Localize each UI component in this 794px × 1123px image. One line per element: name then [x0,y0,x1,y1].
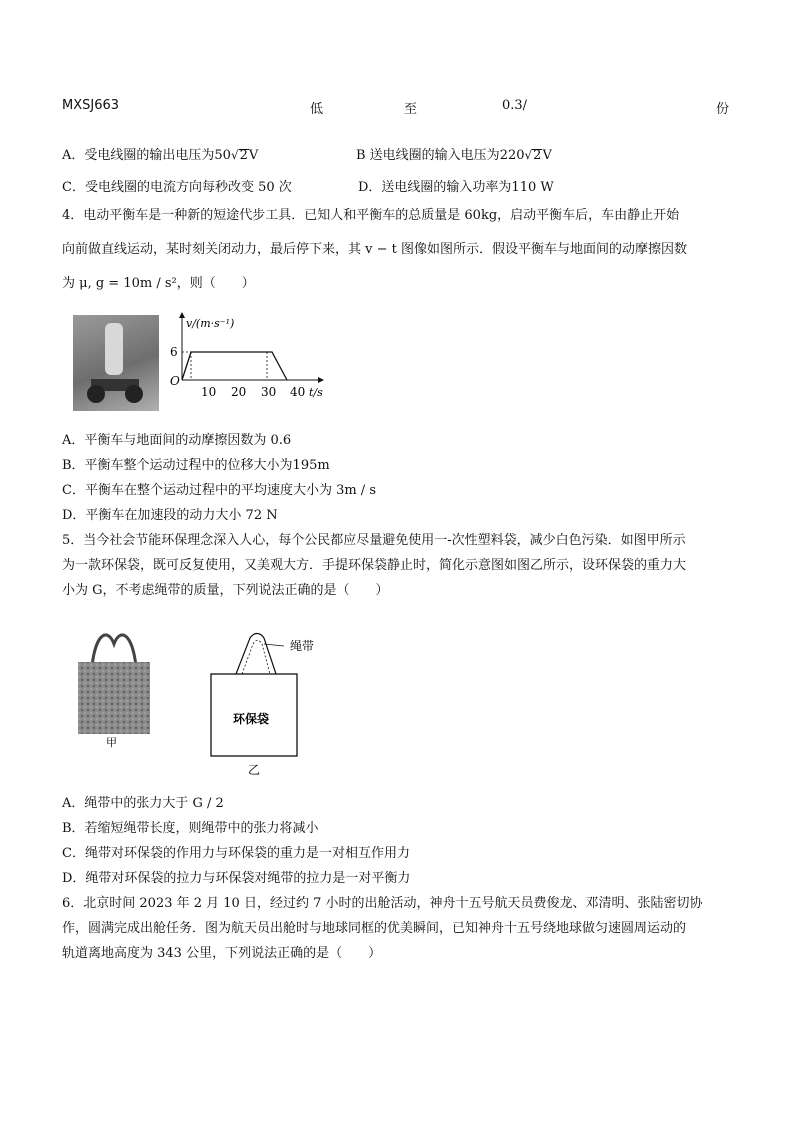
q3-option-b-number: 220 [499,148,525,163]
velocity-series-line [182,352,287,380]
bag-texture [78,662,150,734]
q5-stem-line-1: 5．当今社会节能环保理念深入人心，每个公民都应尽量避免使用一-次性塑料袋，减少白色污染．如图甲所示 [62,533,686,548]
q3-option-a-text: A．受电线圈的输出电压为 [62,148,215,163]
figure-yi-label: 乙 [248,763,261,777]
header-word-4: 份 [716,102,730,117]
header-word-3: 0.3/ [502,98,528,113]
q3-option-a [62,144,258,163]
q5-option-d: D．绳带对环保袋的拉力与环保袋对绳带的拉力是一对平衡力 [62,871,411,886]
vt-graph [166,310,336,402]
rope-outer [236,634,276,675]
eco-bag-schematic [206,628,346,778]
q4-stem-line-1: 4．电动平衡车是一种新的短途代步工具．已知人和平衡车的总质量是 60kg，启动平衡车后，车由静止开始 [62,208,680,223]
q4-option-a: A．平衡车与地面间的动摩擦因数为 0.6 [62,433,292,448]
x-tick-30: 30 [261,385,277,399]
q3-option-b-unit: V [542,148,552,163]
y-axis-label: v/(m·s⁻¹) [186,317,235,330]
bag-label: 环保袋 [233,712,270,726]
q3-option-c: C．受电线圈的电流方向每秒改变 50 次 [62,180,292,195]
bag-handle [92,635,136,666]
q5-stem-line-2: 为一款环保袋，既可反复使用，又美观大方．手提环保袋静止时，简化示意图如图乙所示，设环保袋的重力大 [62,558,687,573]
rope-inner [242,640,270,674]
origin-label: O [170,374,180,388]
sqrt-sign: √ [524,148,533,162]
x-axis-label: t/s [309,386,323,399]
q4-option-d: D．平衡车在加速段的动力大小 72 N [62,508,278,523]
q4-stem-line-3: 为 μ, g = 10m / s²，则（ ） [62,276,255,291]
x-tick-40: 40 [290,385,306,399]
q3-option-a-unit: V [248,148,259,163]
q5-option-c: C．绳带对环保袋的作用力与环保袋的重力是一对相互作用力 [62,846,410,861]
q6-stem-line-1: 6．北京时间 2023 年 2 月 10 日，经过约 7 小时的出舱活动，神舟十五号航天员费俊龙、邓清明、张陆密切协 [62,896,703,911]
x-tick-20: 20 [231,385,247,399]
header-code: MXSJ663 [62,98,120,113]
q3-option-d: D．送电线圈的输入功率为110 W [358,180,554,195]
q6-stem-line-3: 轨道离地高度为 343 公里，下列说法正确的是（ ） [62,946,382,961]
q4-option-b: B．平衡车整个运动过程中的位移大小为195m [62,458,330,473]
x-tick-10: 10 [201,385,217,399]
q5-stem-line-3: 小为 G，不考虑绳带的质量，下列说法正确的是（ ） [62,583,389,598]
q3-option-b [356,144,552,163]
q4-stem-line-2: 向前做直线运动，某时刻关闭动力，最后停下来，其 v − t 图像如图所示．假设平衡车与地面间的动摩擦因数 [62,242,687,257]
q3-option-a-radicand: 2 [239,148,248,163]
x-axis-arrow [318,377,324,383]
header-word-1: 低 [310,102,324,117]
eco-bag-photo [74,624,154,748]
figure-jia-label: 甲 [106,736,117,748]
q5-option-b: B．若缩短绳带长度，则绳带中的张力将减小 [62,821,319,836]
q3-option-b-radicand: 2 [533,148,542,163]
y-tick-6: 6 [170,345,178,359]
q3-option-a-number: 50 [214,148,231,163]
sqrt-sign: √ [230,148,239,162]
y-axis-arrow [179,312,185,318]
q4-option-c: C．平衡车在整个运动过程中的平均速度大小为 3m / s [62,483,376,498]
q5-option-a: A．绳带中的张力大于 G / 2 [62,796,224,811]
balance-scooter-photo [73,315,159,411]
q3-option-b-text: B 送电线圈的输入电压为 [356,148,500,163]
q6-stem-line-2: 作，圆满完成出舱任务．图为航天员出舱时与地球同框的优美瞬间，已知神舟十五号绕地球做匀速圆周运动的 [62,921,687,936]
rope-label: 绳带 [290,639,315,653]
header-word-2: 至 [404,102,418,117]
